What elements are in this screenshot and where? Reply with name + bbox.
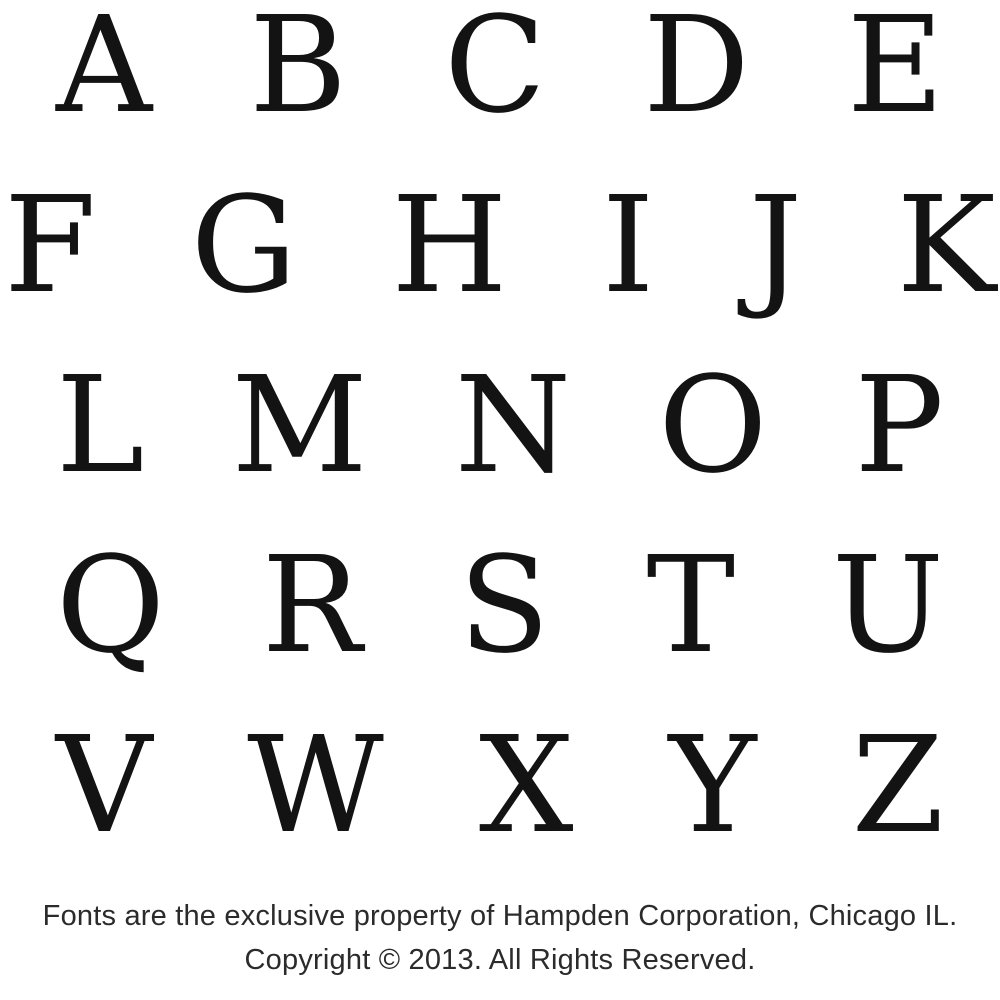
letter-u: U <box>831 528 944 683</box>
letter-a: A <box>56 0 153 143</box>
letter-p: P <box>854 348 944 503</box>
letter-f: F <box>4 168 97 323</box>
letter-row-5 <box>0 696 1000 876</box>
letter-row-4 <box>0 516 1000 696</box>
letter-z: Z <box>851 708 944 863</box>
letter-h: H <box>391 168 508 323</box>
letter-i: I <box>601 168 655 323</box>
letter-o: O <box>658 348 768 503</box>
letter-j: J <box>748 168 803 323</box>
letter-s: S <box>458 528 550 683</box>
letter-b: B <box>249 0 347 143</box>
footer-notice <box>0 894 1000 982</box>
footer-property-line: Fonts are the exclusive property of Hampden Corporation, Chicago IL. <box>42 900 958 932</box>
letter-t: T <box>646 528 736 683</box>
letter-l: L <box>56 348 145 503</box>
letter-w: W <box>247 708 384 863</box>
letter-m: M <box>231 348 368 503</box>
letter-k: K <box>896 168 996 323</box>
letter-row-2 <box>0 156 1000 336</box>
footer-copyright-line: Copyright © 2013. All Rights Reserved. <box>244 944 756 976</box>
letter-r: R <box>261 528 362 683</box>
letter-c: C <box>444 0 546 143</box>
letter-row-3 <box>0 336 1000 516</box>
letter-g: G <box>190 168 297 323</box>
letter-y: Y <box>668 708 757 863</box>
letter-e: E <box>846 0 944 143</box>
letter-n: N <box>454 348 572 503</box>
letter-q: Q <box>56 528 166 683</box>
letter-row-1 <box>0 0 1000 156</box>
letter-v: V <box>56 708 153 863</box>
letter-d: D <box>643 0 750 143</box>
letter-x: X <box>478 708 574 863</box>
